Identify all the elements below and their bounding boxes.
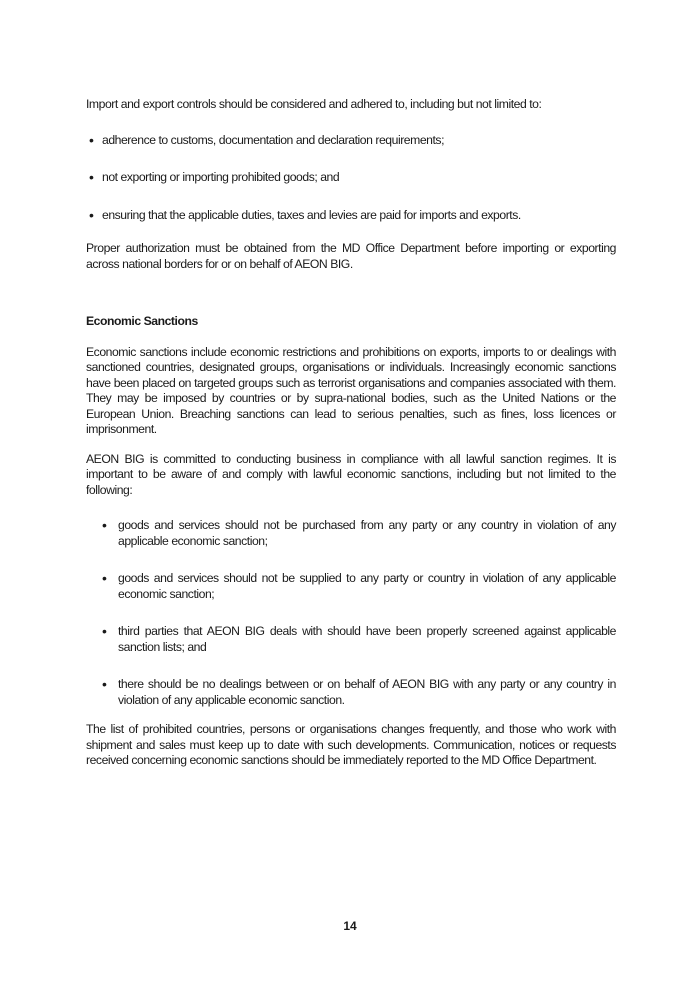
authorization-paragraph: Proper authorization must be obtained from the MD Office Department before importing or exporting across national borders for or on behalf of AEON BIG. — [86, 241, 616, 271]
intro-paragraph: Import and export controls should be considered and adhered to, including but not limited to: — [86, 97, 542, 111]
page-number: 14 — [343, 919, 357, 933]
list-item — [86, 677, 616, 708]
list-item-text: goods and services should not be supplied to any party or country in violation of any applicable economic sanction; — [118, 571, 616, 601]
list-item — [86, 208, 616, 224]
sanctions-paragraph-2: AEON BIG is committed to conducting business in compliance with all lawful sanction regimes. It is important to be aware of and comply with lawful economic sanctions, including but not limited to the following: — [86, 451, 616, 497]
list-item-text: not exporting or importing prohibited goods; and — [102, 170, 340, 184]
list-item — [86, 518, 616, 549]
bullet-icon: • — [89, 206, 94, 223]
list-item — [86, 624, 616, 655]
sanctions-list — [86, 518, 616, 708]
bullet-icon: • — [102, 570, 107, 586]
closing-paragraph: The list of prohibited countries, persons or organisations changes frequently, and those who work with shipment and sales must keep up to date with such developments. Communication, notices or requests received concerning economic sanctions should be immediately reported to the MD Office Department. — [86, 722, 616, 767]
list-item-text: there should be no dealings between or on behalf of AEON BIG with any party or any country in violation of any applicable economic sanction. — [118, 677, 616, 707]
bullet-icon: • — [89, 131, 94, 148]
sanctions-paragraph-1: Economic sanctions include economic restrictions and prohibitions on exports, imports to or dealings with sanctioned countries, designated groups, organisations or individuals. Increasingly economic sanctions have been placed on targeted groups such as terrorist organisations and companies associated with them. They may be imposed by countries or by supra-national bodies, such as the United Nations or the European Union. Breaching sanctions can lead to serious penalties, such as fines, loss licences or imprisonment. — [86, 344, 616, 436]
list-item-text: adherence to customs, documentation and declaration requirements; — [102, 132, 445, 147]
bullet-icon: • — [102, 676, 107, 692]
bullet-icon: • — [89, 169, 94, 185]
section-heading: Economic Sanctions — [86, 314, 198, 328]
import-export-controls-list — [86, 133, 616, 224]
document-page — [86, 97, 616, 769]
list-item — [86, 170, 616, 186]
list-item — [86, 133, 616, 149]
list-item-text: goods and services should not be purchased from any party or any country in violation of any applicable economic sanction; — [118, 518, 616, 548]
bullet-icon: • — [102, 517, 107, 533]
bullet-icon: • — [102, 623, 107, 639]
list-item-text: ensuring that the applicable duties, taxes and levies are paid for imports and exports. — [102, 207, 521, 222]
list-item — [86, 571, 616, 602]
list-item-text: third parties that AEON BIG deals with should have been properly screened against applicable sanction lists; and — [118, 624, 616, 654]
